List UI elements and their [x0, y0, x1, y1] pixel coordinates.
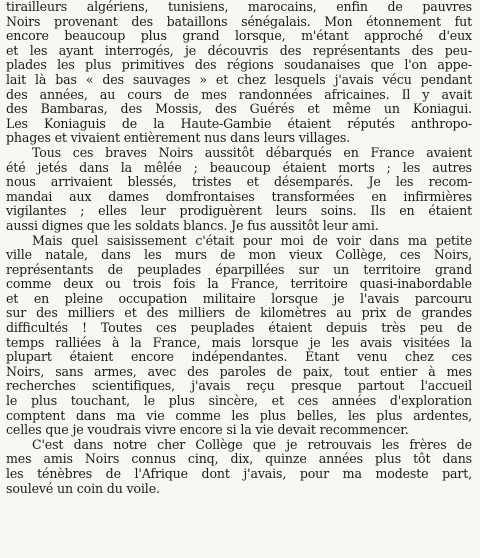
text-line: des Bambaras, des Mossis, des Guérés et même un Koniagui. [6, 102, 472, 117]
text-line: mandai aux dames domfrontaises transformées en infirmières [6, 189, 472, 204]
text-line: C'est dans notre cher Collège que je retrouvais les frères de [32, 437, 472, 452]
text-line: temps ralliées à la France, mais lorsque je les avais visitées la [6, 335, 472, 350]
text-line: des années, au cours de mes randonnées africaines. Il y avait [6, 87, 472, 102]
text-line: Mais quel saisissement c'était pour moi de voir dans ma petite [32, 233, 472, 248]
text-body [6, 0, 472, 496]
text-line: vigilantes ; elles leur prodiguèrent leurs soins. Ils en étaient [6, 204, 472, 219]
text-line: lait là bas « des sauvages » et chez lesquels j'avais vécu pendant [6, 72, 472, 87]
paragraph-2 [6, 146, 472, 234]
text-line: comme deux ou trois fois la France, territoire quasi-inabordable [6, 277, 472, 292]
text-line: mes amis Noirs connus cinq, dix, quinze années plus tôt dans [6, 452, 472, 467]
text-line: plades les plus primitives des régions soudanaises que l'on appe- [6, 58, 472, 73]
text-line: représentants de peuplades éparpillées sur un territoire grand [6, 262, 472, 277]
text-line: sur des milliers et des milliers de kilomètres au prix de grandes [6, 306, 472, 321]
text-line: aussi dignes que les soldats blancs. Je fus aussitôt leur ami. [6, 218, 379, 233]
paragraph-4 [6, 438, 472, 496]
text-line: comptent dans ma vie comme les plus belles, les plus ardentes, [6, 408, 472, 423]
text-line: nous arrivaient blessés, tristes et désemparés. Je les recom- [6, 175, 472, 190]
text-line: les ténèbres de l'Afrique dont j'avais, pour ma modeste part, [6, 467, 472, 481]
paragraph-3 [6, 234, 472, 438]
text-line: Noirs, sans armes, avec des paroles de paix, tout entier à mes [6, 364, 472, 379]
text-line: ville natale, dans les murs de mon vieux Collège, ces Noirs, [6, 248, 472, 263]
text-line: Les Koniaguis de la Haute-Gambie étaient réputés anthropo- [6, 116, 472, 131]
text-line: et en pleine occupation militaire lorsque je l'avais parcouru [6, 291, 472, 306]
text-line: celles que je voudrais vivre encore si la vie devait recommencer. [6, 423, 409, 438]
text-line: phages et vivaient entièrement nus dans leurs villages. [6, 131, 351, 146]
paragraph-1 [6, 0, 472, 146]
text-line: difficultés ! Toutes ces peuplades étaient depuis très peu de [6, 321, 472, 336]
text-line: plupart étaient encore indépendantes. Étant venu chez ces [6, 350, 472, 365]
text-line: soulevé un coin du voile. [6, 481, 160, 496]
text-line: tirailleurs algériens, tunisiens, marocains, enfin de pauvres [6, 0, 472, 14]
text-line: Tous ces braves Noirs aussitôt débarqués en France avaient [32, 145, 472, 160]
text-line: Noirs provenant des bataillons sénégalais. Mon étonnement fut [6, 14, 472, 29]
text-line: et les ayant interrogés, je découvris des représentants des peu- [6, 43, 472, 58]
text-line: encore beaucoup plus grand lorsque, m'étant approché d'eux [6, 29, 472, 44]
text-line: le plus touchant, le plus sincère, et ces années d'exploration [6, 394, 472, 409]
text-line: été jetés dans la mêlée ; beaucoup étaient morts ; les autres [6, 160, 472, 175]
text-line: recherches scientifiques, j'avais reçu presque partout l'accueil [6, 379, 472, 394]
